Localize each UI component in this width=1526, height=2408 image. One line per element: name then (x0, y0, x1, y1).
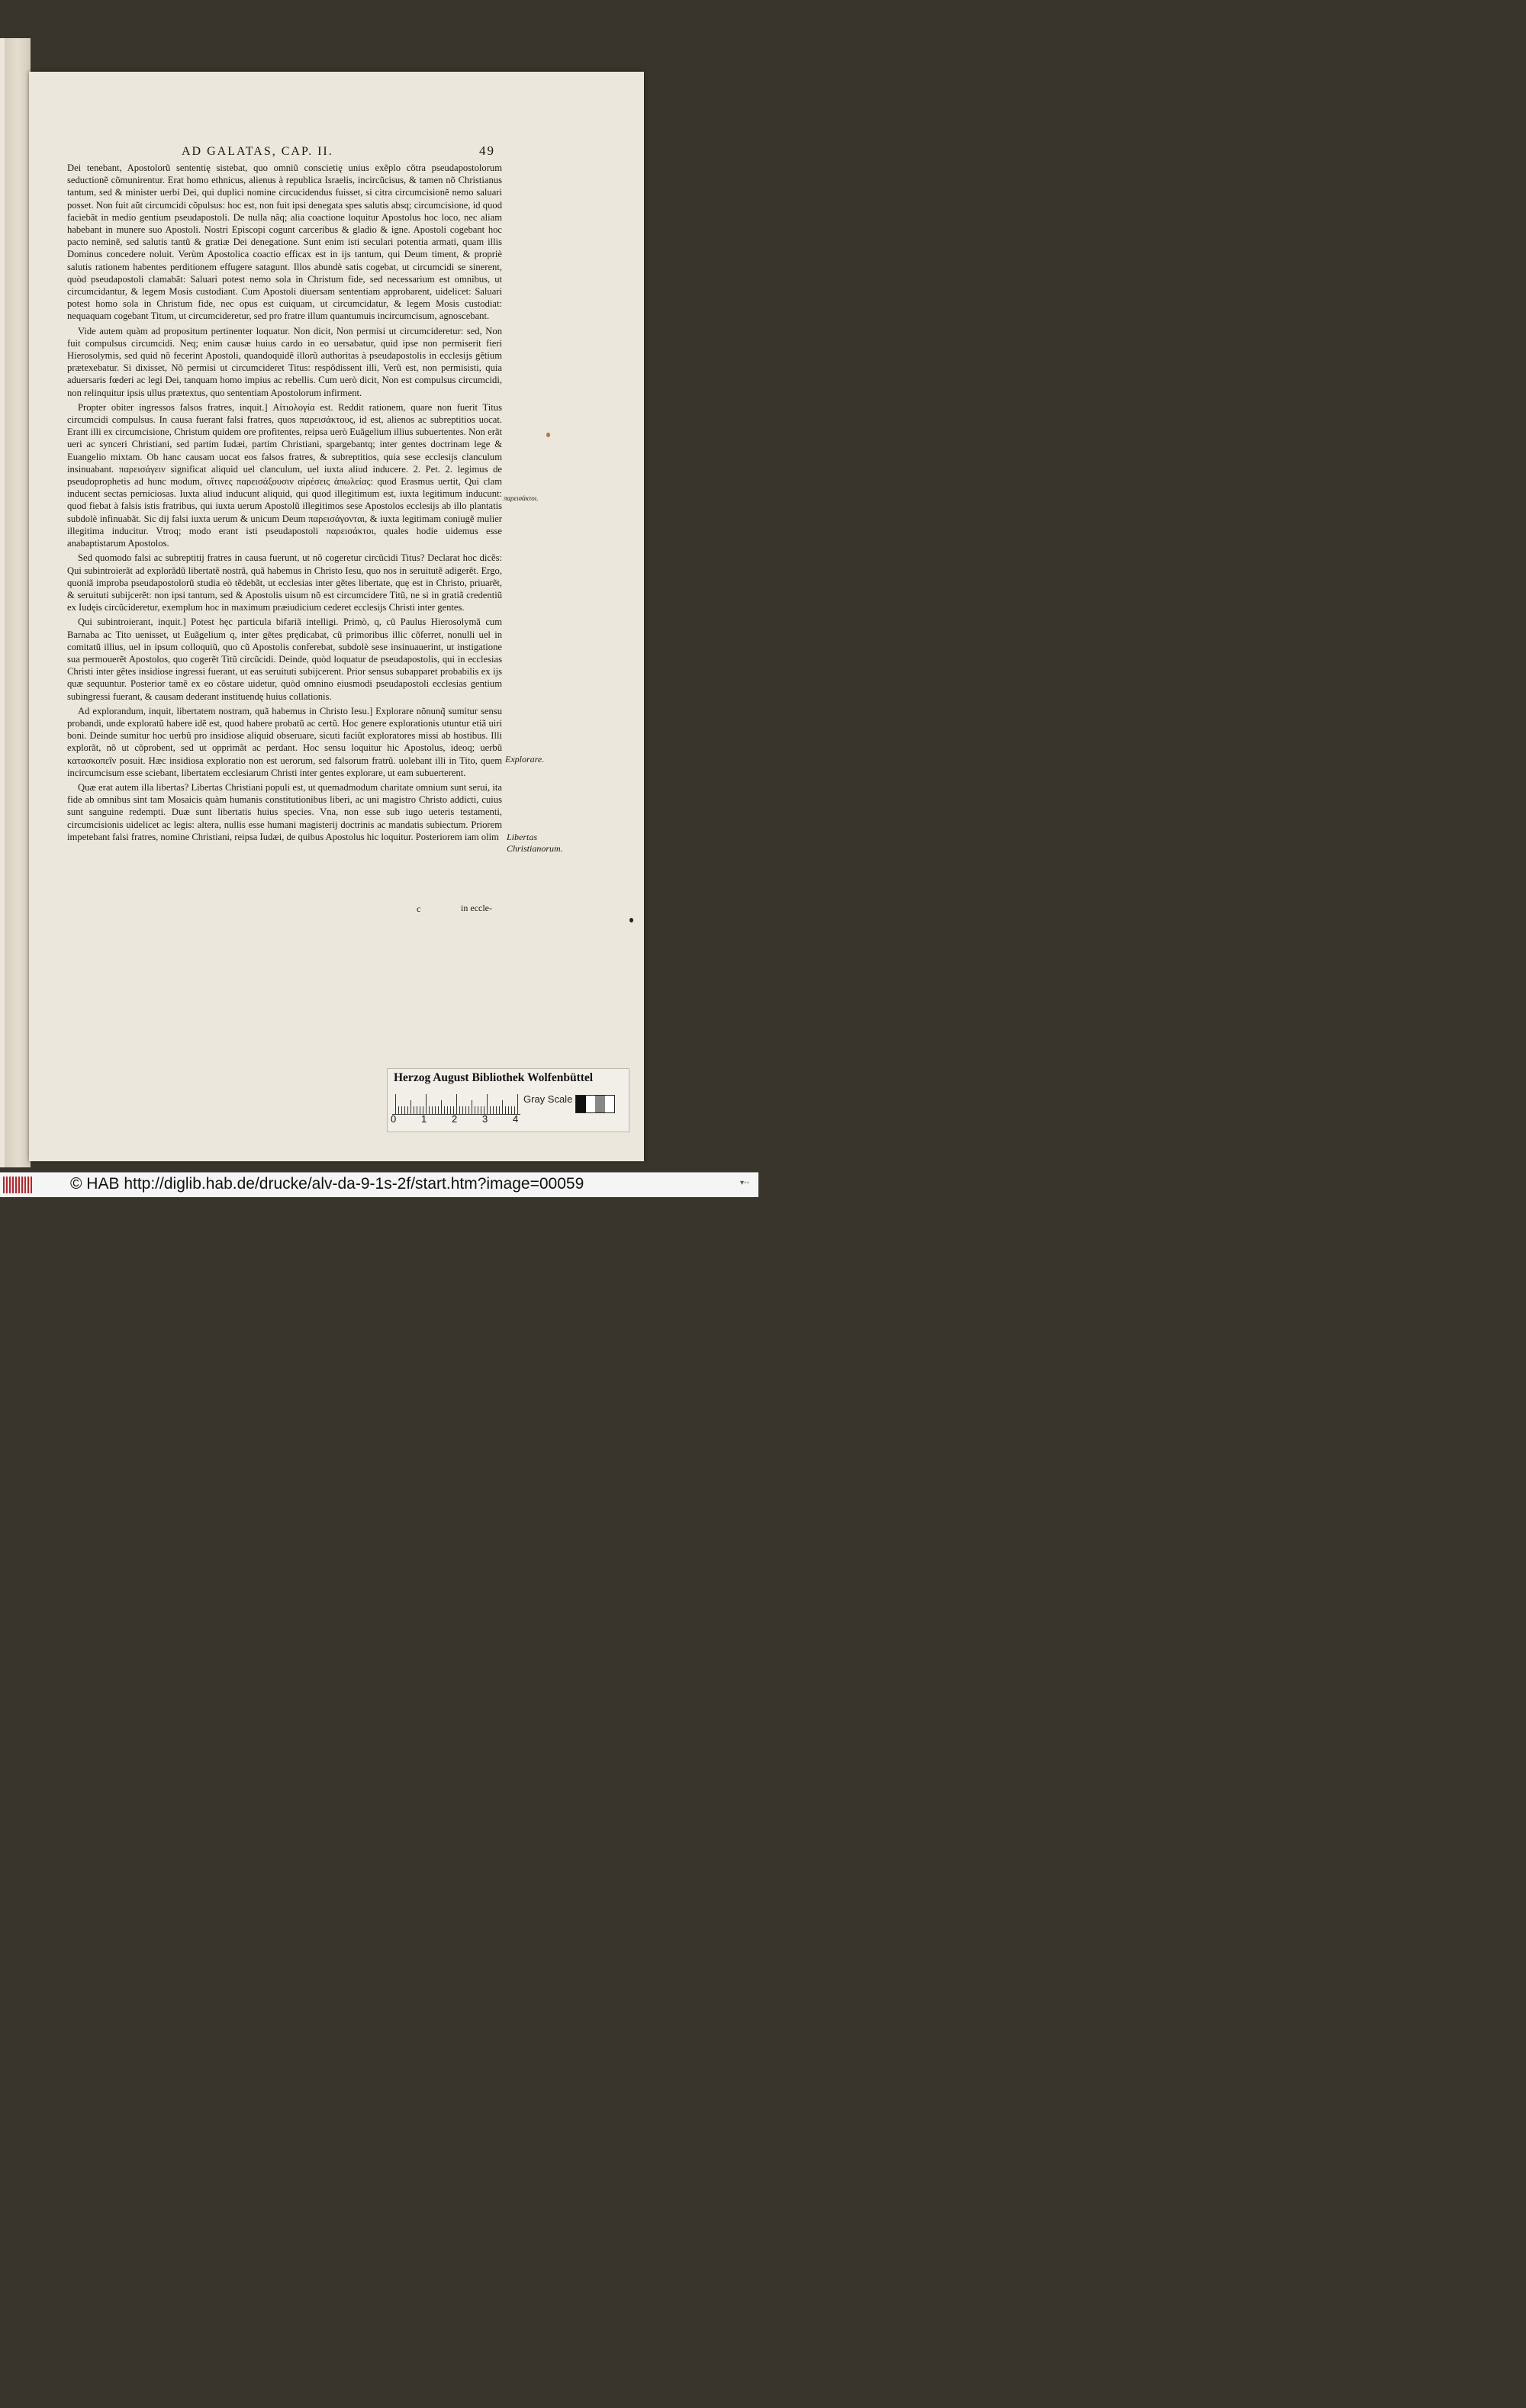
footer-nav-icon[interactable]: ▾◦◦ (740, 1179, 750, 1187)
gray-scale-label: Gray Scale (523, 1093, 573, 1105)
scale-tick (441, 1100, 442, 1114)
scale-tick (426, 1094, 427, 1114)
marginal-note-explorare: Explorare. (505, 754, 545, 765)
measurement-scale (392, 1091, 520, 1115)
gray-scale-swatches (575, 1095, 615, 1113)
scale-tick (456, 1094, 457, 1114)
gray-swatch (595, 1096, 605, 1112)
signature-mark: c (417, 903, 421, 914)
left-page-margin (0, 38, 5, 1167)
left-page-edge (0, 38, 31, 1167)
stamp-title: Herzog August Bibliothek Wolfenbüttel (394, 1071, 594, 1084)
scale-tick (395, 1094, 396, 1114)
paragraph: Qui subintroierant, inquit.] Potest hęc particula bifariã intelligi. Primò, q, cũ Paulus Hierosolymã cum Barnaba ac Tito uenisset, ut Euãgelium q, inter gẽtes prędicabat, cũ primoribus illic cõferret, nonulli uel in comitatũ illius, uel in ipsum colloquiũ, quo cũ Apostolis conferebat, subdolè sese insinuauerint, ut instigatione sua permouerẽt Apostolos, quo cogerẽt Titũ circũcidi. Deinde, quòd loquatur de pseudapostolis, qui in ecclesias Christi inter gẽtes insidiose ingressi fuerant, ut eas seruituti subijcerent. Prior sensus subapparet probabilis ex ijs quæ sequuntur. Posterior tamẽ ex eo cõstare uidetur, quòd omnino eiusmodi pseudapostoli ecclesias gentium subingressi fuerant, & causam dederant instituendę huius collationis. (67, 616, 502, 702)
scale-number: 2 (452, 1113, 458, 1125)
running-title: AD GALATAS, CAP. II. (182, 145, 333, 158)
marginal-note-libertas: Libertas Christianorum. (507, 832, 563, 854)
gray-swatch (605, 1096, 615, 1112)
gray-swatch (576, 1096, 586, 1112)
scale-tick (410, 1100, 411, 1114)
scale-number: 3 (482, 1113, 488, 1125)
copyright-url[interactable]: © HAB http://diglib.hab.de/drucke/alv-da-9-1s-2f/start.htm?image=00059 (70, 1175, 584, 1193)
scale-tick (517, 1094, 518, 1114)
running-head (29, 145, 502, 162)
page-body (67, 162, 502, 843)
scale-number: 0 (391, 1113, 397, 1125)
viewer-footer (0, 1172, 758, 1197)
paragraph: Propter obiter ingressos falsos fratres, inquit.] Αἰτιολογία est. Reddit rationem, quare non fuerit Titus circumcidi compulsus. In causa fuerant falsi fratres, quos παρεισάκτους, id est, alienos ac subreptitios uocat. Erant illi ex circumcisione, Christum quidem ore profitentes, reipsa uerò Euãgelium illius subuertentes. Non erãt ueri ac synceri Christiani, sed partim Iudæi, partim Christiani, spargebantq; inter gentes doctrinam lege & Euangelio mixtam. Ob hanc causam uocat eos falsos fratres, & subreptitios, quia sese ecclesijs clanculum insinuabant. παρεισάγειν significat aliquid uel clanculum, uel iuxta aliud inducere. 2. Pet. 2. legimus de pseudoprophetis ad hunc modum, οἵτινες παρεισάξουσιν αἱρέσεις ἀπωλείας: quod Erasmus uertit, Qui clam inducent sectas perniciosas. Iuxta aliud inducunt aliquid, qui quod illegitimum est, iuxta legitimum inducunt: quod fiebat à falsis istis fratribus, qui iuxta uerum Apostolũ illegitimos sese Apostolos ecclesijs ab illo plantatis subdolè infinuabãt. Sic dij falsi iuxta uerum & unicum Deum παρεισάγονται, & iuxta legitimam coniugẽ mulier illegitima inducitur. Vtroq; modo erant isti pseudapostoli παρεισάκτοι, quales hodie uidemus esse anabaptistarum Apostolos. (67, 401, 502, 549)
gray-swatch (586, 1096, 596, 1112)
ink-spot (546, 433, 550, 437)
page-number: 49 (479, 143, 495, 158)
paragraph: Sed quomodo falsi ac subreptitij fratres in causa fuerunt, ut nõ cogeretur circũcidi Titus? Declarat hoc dicẽs: Qui subintroierãt ad explorãdũ libertatẽ nostrã, quã habemus in Christo Iesu, quo nos in seruitutẽ adigerẽt. Ergo, quoniã improba pseudapostolorũ studia eò tẽdebãt, ut ecclesias inter gẽtes libertate, quę est in Christo, priuarẽt, & seruituti subijcerẽt: non ipsi tantum, sed & Apostolis uisum nõ est circumcidere Titũ, ne si in gratiã credentiũ ex Iudęis circũcideretur, exemplum hoc in maximum præiudicium cederet ecclesijs Christi inter gentes. (67, 552, 502, 613)
paragraph: Quæ erat autem illa libertas? Libertas Christiani populi est, ut quemadmodum charitate omnium sunt serui, ita fide ab omnibus sint tam Mosaicis quàm humanis constitutionibus liberi, ac uni magistro Christo addicti, cuius sunt sanguine redempti. Duæ sunt libertatis huius species. Vna, non esse sub iugo ueteris testamenti, circumcisionis uidelicet ac legis: altera, nullis esse humani magisterij doctrinis ac mandatis subiectum. Priorem impetebant falsi fratres, nomine Christiani, reipsa Iudæi, de quibus Apostolus hic loquitur. Posteriorem iam olim (67, 781, 502, 842)
scale-number: 4 (513, 1113, 519, 1125)
paragraph: Ad explorandum, inquit, libertatem nostram, quã habemus in Christo Iesu.] Explorare nõnunq̃ sumitur sensu probandi, unde exploratũ habere idẽ est, quod habere probatũ ac certũ. Hoc genere explorationis utuntur etiã uiri boni. Deinde sumitur hoc uerbũ pro insidiose aliquid obseruare, sicuti faciũt exploratores missi ab hostibus. Illi explorãt, nõ ut cõprobent, sed ut opprimãt ac perdant. Hoc sensu loquitur hic Apostolus, ideoq; uerbũ κατασκοπεῖν posuit. Hæc insidiosa exploratio non est uerorum, sed falsorum fratrũ. uolebant illi in Tito, quem incircumcisum esse sciebant, libertatem ecclesiarum Christi inter gentes explorare, ut eam subuerterent. (67, 705, 502, 778)
marginal-note-greek: παρεισάκτοι. (504, 494, 539, 502)
catchword: in eccle- (461, 903, 492, 913)
scale-numbers (391, 1113, 528, 1127)
hab-logo-icon (3, 1177, 32, 1193)
scale-number: 1 (421, 1113, 427, 1125)
paragraph: Dei tenebant, Apostolorũ sententię sistebat, quo omniũ conscietię unius exẽplo cõtra pseudapostolorum seductionẽ cõmunirentur. Erat homo ethnicus, alienus à republica Israelis, incircũcisus, & tamen nõ Christianus tantum, sed & minister uerbi Dei, qui duplici nomine circucidendus fuisset, si citra circumcisionẽ nemo saluari posset. Non fuit aũt circumcidi cõpulsus: hoc est, non fuit ipsi denegata spes salutis absq; circumcisione, id quod faciebãt in medio gentium pseudapostoli. De nulla nãq; alia coactione loquitur Apostolus hoc loco, nec aliam habebant in munere suo Apostoli. Nostri Episcopi cogunt carceribus & gladio & igne. Apostoli cogebant hoc pacto neminẽ, sed salutis tantũ & gratiæ Dei denegatione. Sunt enim isti seculari potentia armati, quam illis Dominus concedere noluit. Verùm Apostolica coactio efficax est in ijs tantum, qui Deum timent, & propriè salutis rationem habentes perditionem effugere satagunt. Illos abundè satis cogebat, ut circumcidi se sinerent, quòd pseudapostoli clamabãt: Saluari potest nemo sola in Christum fide, sed necessarium est omnibus, ut circumcidantur, & legem Mosis custodiant. Cum Apostoli diuersam sententiam approbarent, uidelicet: Saluari potest homo sola in Christum fide, nec opus est cuiquam, ut circumcidatur, & legem Mosis custodiat: nequaquam cogebant Titum, ut circumcideretur, sed pro fratre illum quantumuis incircumcisum, agnoscebant. (67, 163, 502, 322)
paragraph: Vide autem quàm ad propositum pertinenter loquatur. Non dicit, Non permisi ut circumcideretur: sed, Non fuit compulsus circumcidi. Neq; enim causæ huius cardo in eo uersabatur, quid ipse non permiserit fieri Hierosolymis, sed quid nõ fecerint Apostoli, quandoquidẽ illorũ authoritas à pseudapostolis in ecclesijs gẽtium prætexebatur. Si dixisset, Nõ permisi ut circumcideret Titus: respõdissent illi, Verũ est, non permisisti, quia aduersaris fœderi ac legi Dei, tanquam homo impius ac rebellis. Cum uerò dicit, Non est compulsus circumcidi, non relinquitur ipsis ullus prætextus, quo sententiam Apostolorum infirment. (67, 325, 502, 398)
scale-tick (487, 1094, 488, 1114)
scale-tick (502, 1100, 503, 1114)
ink-spot (629, 918, 633, 922)
library-stamp (387, 1068, 629, 1132)
